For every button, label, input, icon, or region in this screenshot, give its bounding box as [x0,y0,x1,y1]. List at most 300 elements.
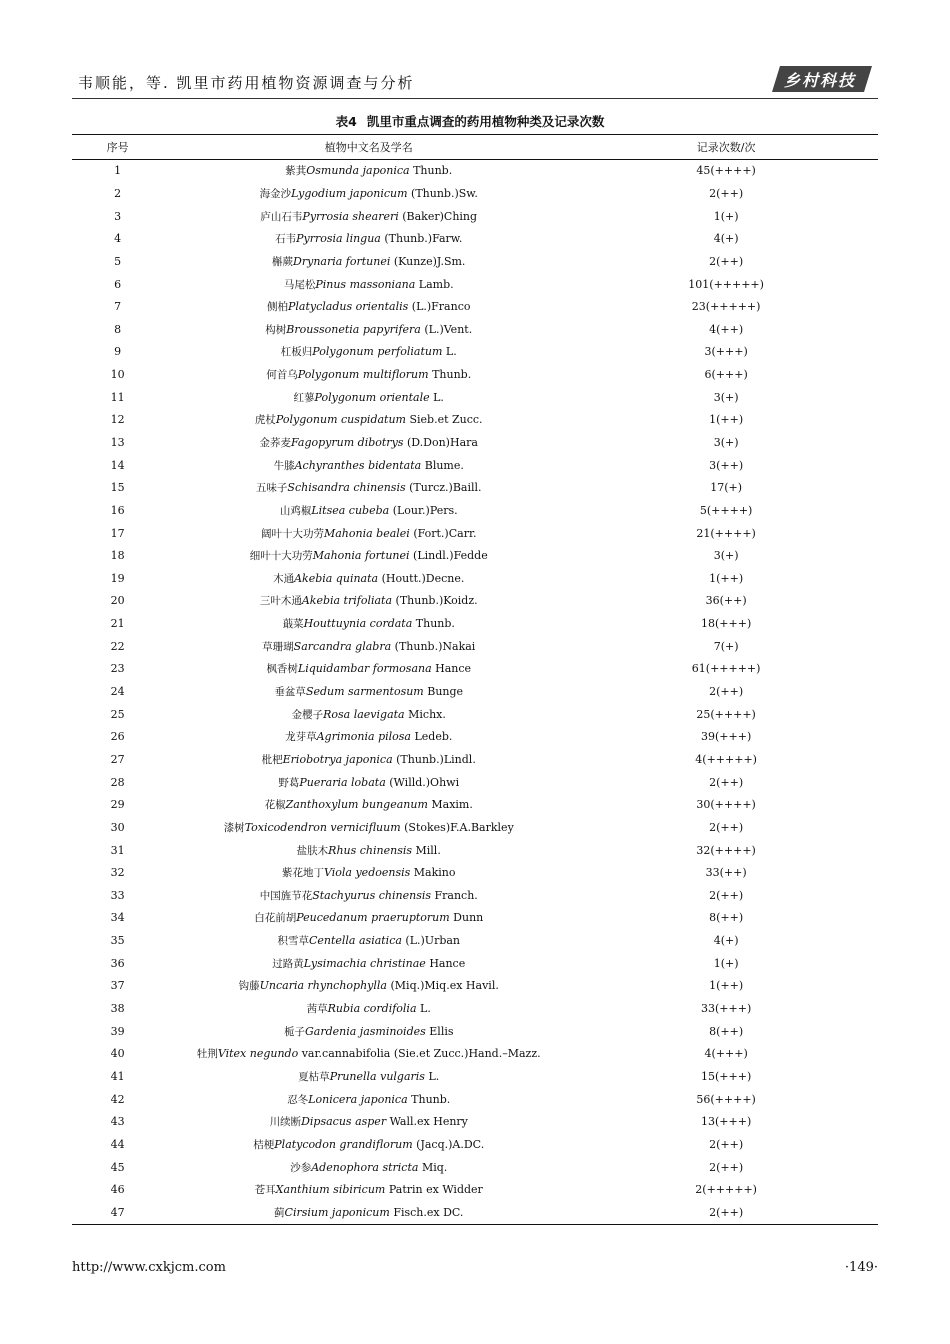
scientific-name: Uncaria rhynchophylla [259,979,387,993]
plant-name-cell [163,1043,574,1066]
scientific-name: Centella asiatica [308,934,402,948]
chinese-name: 龙芽草 [285,731,317,744]
plant-name-cell [163,183,574,206]
plant-name-cell [163,975,574,998]
chinese-name: 中国旌节花 [259,889,313,902]
plant-name-cell [163,1020,574,1043]
column-header-number: 序号 [72,135,163,160]
row-number: 38 [110,1002,125,1016]
row-number: 34 [110,911,125,925]
author-citation: Hance [435,662,472,676]
record-count: 17(+) [710,481,743,495]
record-count: 13(+++) [701,1115,752,1129]
table-label: 表4 [335,114,357,129]
chinese-name: 虎杖 [254,414,276,427]
row-number: 3 [114,209,122,223]
author-citation: (Thunb.)Koidz. [395,594,478,608]
plant-name-cell [163,794,574,817]
row-number: 13 [110,436,125,449]
chinese-name: 金荞麦 [259,437,292,449]
plant-name-cell [163,228,574,251]
scientific-name: Lysimachia christinae [303,956,426,970]
plant-name-cell [163,681,574,704]
plant-name-cell [163,726,574,749]
chinese-name: 构树 [265,323,287,336]
table-row [72,952,878,975]
plant-name-cell [163,839,574,862]
chinese-name: 槲蕨 [272,255,294,268]
table-row [72,1179,878,1202]
scientific-name: Schisandra chinensis [287,481,406,495]
chinese-name: 夏枯草 [298,1070,330,1083]
author-citation: (Thunb.)Nakai [394,639,476,653]
record-count: 18(+++) [701,617,752,631]
author-citation: (Jacq.)A.DC. [416,1137,485,1151]
plant-name-cell [163,907,574,930]
scientific-name: Rubia cordifolia [327,1002,417,1016]
scientific-name: Vitex negundo [217,1047,299,1061]
record-count: 36(++) [705,594,747,608]
author-citation: Ledeb. [414,730,453,744]
plant-name-cell [163,251,574,274]
scientific-name: Polygonum orientale [314,390,430,404]
scientific-name: Stachyurus chinensis [312,888,431,902]
author-citation: (L.)Franco [411,300,471,314]
chinese-name: 垂盆草 [274,686,306,699]
author-citation: (Thunb.)Farw. [384,232,463,246]
chinese-name: 草珊瑚 [262,640,294,653]
scientific-name: Sedum sarmentosum [305,685,424,699]
author-citation: Blume. [424,458,464,472]
table-row [72,205,878,228]
running-title: 韦顺能，等. 凯里市药用植物资源调查与分析 [78,74,415,92]
scientific-name: Lonicera japonica [308,1092,408,1106]
record-count: 25(++++) [696,707,756,721]
table-row [72,726,878,749]
record-count: 2(++) [709,254,744,268]
table-row [72,1201,878,1224]
table-row [72,432,878,455]
record-count: 39(+++) [701,730,752,744]
record-count: 61(+++++) [691,662,761,676]
plant-name-cell [163,500,574,523]
scientific-name: Osmunda japonica [306,164,410,178]
table-row [72,251,878,274]
record-count: 2(++) [709,186,744,200]
record-count: 7(+) [713,639,739,653]
row-number: 16 [110,503,125,517]
scientific-name: Drynaria fortunei [293,254,391,268]
record-count: 8(++) [709,911,744,925]
plant-name-cell [163,1156,574,1179]
table-row [72,477,878,500]
scientific-name: Mahonia fortunei [312,549,410,563]
author-citation: Miq. [421,1160,448,1174]
author-citation: L. [433,390,444,404]
table-row [72,975,878,998]
plant-name-cell [163,568,574,591]
record-count: 5(++++) [699,503,753,517]
plant-name-cell [163,341,574,364]
scientific-name: Peucedanum praeruptorum [296,911,450,925]
plant-name-cell [163,318,574,341]
record-count: 101(+++++) [688,277,764,291]
table-row [72,885,878,908]
table-row [72,590,878,613]
author-citation: Makino [413,866,456,880]
record-count: 32(++++) [696,843,756,857]
row-number: 35 [110,934,125,948]
scientific-name: Cirsium japonicum [284,1205,390,1219]
plant-name-cell [163,1088,574,1111]
row-number: 32 [110,866,125,880]
table-row [72,907,878,930]
author-citation: (Lour.)Pers. [392,503,458,517]
row-number: 24 [110,685,125,699]
chinese-name: 蓟 [274,1206,285,1219]
row-number: 20 [110,594,125,608]
record-count: 1(++) [709,571,744,585]
scientific-name: Prunella vulgaris [329,1069,425,1083]
plant-name-cell [163,364,574,387]
row-number: 6 [114,277,122,291]
scientific-name: Sarcandra glabra [293,639,392,653]
table-row [72,364,878,387]
scientific-name: Zanthoxylum bungeanum [285,798,428,812]
row-number: 11 [110,390,125,404]
table-row [72,839,878,862]
table-row [72,1020,878,1043]
table-row [72,681,878,704]
table-row [72,658,878,681]
row-number: 25 [110,707,125,721]
author-citation: Hance [429,956,466,970]
record-count: 1(++) [709,979,744,993]
record-count: 3(+++) [704,345,748,359]
record-count: 33(+++) [701,1002,752,1016]
record-count: 30(++++) [696,798,756,812]
row-number: 44 [110,1137,125,1151]
plant-name-cell [163,930,574,953]
record-count: 4(+) [713,232,739,246]
row-number: 8 [114,322,122,336]
row-number: 27 [110,752,125,766]
row-number: 45 [110,1160,125,1174]
author-citation: (Fort.)Carr. [413,526,477,540]
record-count: 2(++) [709,820,744,834]
scientific-name: Platycladus orientalis [288,300,409,314]
table-title: 凯里市重点调查的药用植物种类及记录次数 [366,114,605,129]
scientific-name: Akebia trifoliata [301,594,393,608]
row-number: 41 [110,1069,125,1083]
scientific-name: Gardenia jasminoides [304,1024,426,1038]
plant-name-cell [163,703,574,726]
author-citation: Maxim. [431,798,473,812]
row-number: 26 [110,730,125,744]
chinese-name: 石韦 [275,233,297,246]
record-count: 4(+) [713,934,739,948]
scientific-name: Broussonetia papyrifera [286,322,421,336]
author-citation: (L.)Vent. [424,322,473,336]
chinese-name: 花椒 [264,799,286,812]
author-citation: Lamb. [418,277,454,291]
row-number: 43 [110,1115,125,1129]
plant-name-cell [163,160,574,183]
plant-name-cell [163,590,574,613]
plant-name-cell [163,862,574,885]
author-citation: Dunn [453,911,484,925]
scientific-name: Litsea cubeba [311,503,390,517]
scientific-name: Polygonum cuspidatum [275,413,406,427]
column-header-name: 植物中文名及学名 [163,135,574,160]
row-number: 19 [110,571,125,585]
chinese-name: 细叶十大功劳 [249,550,313,563]
journal-logo [770,64,874,94]
author-citation: (D.Don)Hara [406,436,478,449]
record-count: 45(++++) [696,164,756,178]
row-number: 22 [110,639,125,653]
table-row [72,1156,878,1179]
chinese-name: 山鸡椒 [279,504,312,517]
author-citation: var.cannabifolia (Sie.et Zucc.)Hand.–Mazz. [301,1047,541,1061]
table-row [72,500,878,523]
record-count: 3(+) [713,390,739,404]
chinese-name: 枇杷 [261,753,283,766]
row-number: 33 [110,888,125,902]
table-row [72,794,878,817]
record-count: 1(+) [713,956,739,970]
row-number: 17 [110,526,125,540]
record-count: 8(++) [709,1024,744,1038]
row-number: 4 [114,232,122,246]
plant-name-cell [163,658,574,681]
row-number: 23 [110,662,125,676]
row-number: 15 [110,481,125,495]
chinese-name: 杠板归 [280,346,313,359]
scientific-name: Pyrrosia sheareri [302,209,399,223]
scientific-name: Liquidambar formosana [297,662,432,676]
author-citation: L. [445,345,457,359]
scientific-name: Adenophora stricta [311,1160,419,1174]
table-row [72,1066,878,1089]
author-citation: (Willd.)Ohwi [389,775,460,789]
table-row [72,862,878,885]
author-citation: Thunb. [415,617,455,631]
table-row [72,703,878,726]
table-row [72,454,878,477]
row-number: 31 [110,843,125,857]
plant-name-cell [163,1201,574,1224]
plant-name-cell [163,477,574,500]
scientific-name: Pinus massoniana [315,277,416,291]
plant-name-cell [163,952,574,975]
scientific-name: Xanthium sibiricum [275,1183,386,1197]
chinese-name: 牛膝 [273,459,295,472]
chinese-name: 牡荆 [196,1048,218,1061]
chinese-name: 红蓼 [293,391,315,404]
row-number: 28 [110,775,125,789]
chinese-name: 苍耳 [254,1184,276,1197]
table-row [72,635,878,658]
author-citation: (Turcz.)Baill. [409,481,482,495]
scientific-name: Rhus chinensis [328,843,412,857]
record-count: 21(++++) [696,526,756,540]
plant-name-cell [163,432,574,455]
chinese-name: 钩藤 [238,980,260,993]
scientific-name: Toxicodendron vernicifluum [244,820,401,834]
chinese-name: 紫花地丁 [282,867,324,880]
row-number: 12 [110,413,125,427]
record-count: 15(+++) [701,1069,752,1083]
row-number: 29 [110,798,125,812]
record-count: 2(++) [709,1137,744,1151]
row-number: 37 [110,979,125,993]
chinese-name: 积雪草 [277,935,309,948]
row-number: 2 [114,186,122,200]
chinese-name: 盐肤木 [296,844,329,857]
chinese-name: 侧柏 [267,301,288,314]
author-citation: Thunb. [411,1092,451,1106]
chinese-name: 野葛 [278,776,300,789]
chinese-name: 马尾松 [283,278,316,291]
row-number: 40 [110,1047,125,1061]
scientific-name: Dipsacus asper [301,1115,387,1129]
record-count: 6(+++) [704,368,748,382]
table-row [72,386,878,409]
scientific-name: Rosa laevigata [323,707,405,721]
scientific-name: Akebia quinata [294,571,379,585]
table-row [72,613,878,636]
row-number: 14 [110,458,125,472]
table-row [72,1111,878,1134]
chinese-name: 紫萁 [285,165,307,178]
author-citation: Thunb. [413,164,453,178]
table-row [72,522,878,545]
row-number: 18 [110,549,125,563]
table-caption [0,112,950,130]
table-row [72,998,878,1021]
author-citation: (Lindl.)Fedde [413,549,488,563]
chinese-name: 枫香树 [266,663,298,676]
plant-name-cell [163,1179,574,1202]
table-row [72,160,878,183]
row-number: 7 [114,300,122,314]
author-citation: (Thunb.)Lindl. [396,752,476,766]
author-citation: (Baker)Ching [402,209,478,223]
record-count: 33(++) [705,866,747,880]
table-row [72,273,878,296]
row-number: 36 [110,956,125,970]
scientific-name: Achyranthes bidentata [294,458,422,472]
plant-name-cell [163,1066,574,1089]
table-body [72,160,878,1225]
chinese-name: 三叶木通 [259,595,302,608]
row-number: 30 [110,820,125,834]
scientific-name: Viola yedoensis [324,866,411,880]
author-citation: (Kunze)J.Sm. [393,254,466,268]
plant-name-cell [163,205,574,228]
author-citation: (Houtt.)Decne. [381,571,465,585]
plant-name-cell [163,885,574,908]
author-citation: Ellis [429,1024,454,1038]
record-count: 23(+++++) [691,300,761,314]
table-row [72,1134,878,1157]
row-number: 47 [72,1201,163,1224]
table-row [72,183,878,206]
footer-url: http://www.cxkjcm.com [72,1260,226,1275]
table-row [72,1043,878,1066]
row-number: 46 [110,1183,125,1197]
chinese-name: 忍冬 [287,1093,309,1106]
scientific-name: Agrimonia pilosa [316,730,411,744]
author-citation: Sieb.et Zucc. [409,413,483,427]
scientific-name: Lygodium japonicum [291,186,408,200]
author-citation: Patrin ex Widder [388,1183,483,1197]
record-count: 2(++) [709,775,744,789]
chinese-name: 栀子 [283,1025,305,1038]
page-number: ·149· [844,1260,878,1275]
chinese-name: 过路黄 [272,957,304,970]
chinese-name: 白花前胡 [254,912,297,925]
chinese-name: 海金沙 [259,187,292,200]
table-row [72,409,878,432]
table-header-row [72,135,878,160]
plant-name-cell [163,635,574,658]
chinese-name: 茜草 [306,1003,328,1016]
table-row [72,817,878,840]
record-count: 3(+) [713,549,739,563]
chinese-name: 川续断 [269,1116,302,1129]
plant-name-cell [163,386,574,409]
author-citation: (Stokes)F.A.Barkley [404,820,514,834]
record-count: 2(+++++) [695,1183,757,1197]
plant-name-cell [163,545,574,568]
row-number: 9 [114,345,122,359]
scientific-name: Platycodon grandiflorum [274,1137,413,1151]
author-citation: Michx. [408,707,446,721]
scientific-name: Polygonum multiflorum [297,368,429,382]
plant-name-cell [163,273,574,296]
author-citation: L. [420,1002,431,1016]
plant-name-cell [163,613,574,636]
row-number: 1 [114,164,122,178]
record-count: 4(+++) [704,1047,748,1061]
chinese-name: 沙参 [290,1161,312,1174]
author-citation: Mill. [415,843,441,857]
row-number: 5 [114,254,122,268]
plant-name-cell [163,1111,574,1134]
record-count: 4(++) [709,322,744,336]
scientific-name: Pyrrosia lingua [296,232,381,246]
record-count: 1(++) [709,413,744,427]
author-citation: Wall.ex Henry [389,1115,468,1129]
plant-name-cell [163,771,574,794]
column-header-count: 记录次数/次 [574,135,878,160]
chinese-name: 蕺菜 [282,618,304,631]
row-number: 21 [110,617,125,631]
record-count: 2(++) [574,1201,878,1224]
table-row [72,228,878,251]
record-count: 2(++) [709,888,744,902]
author-citation: Bunge [427,685,464,699]
plant-name-cell [163,749,574,772]
scientific-name: Houttuynia cordata [303,617,413,631]
row-number: 42 [110,1092,125,1106]
logo-text: 乡村科技 [783,71,856,90]
table-row [72,341,878,364]
plant-name-cell [163,817,574,840]
table-row [72,930,878,953]
